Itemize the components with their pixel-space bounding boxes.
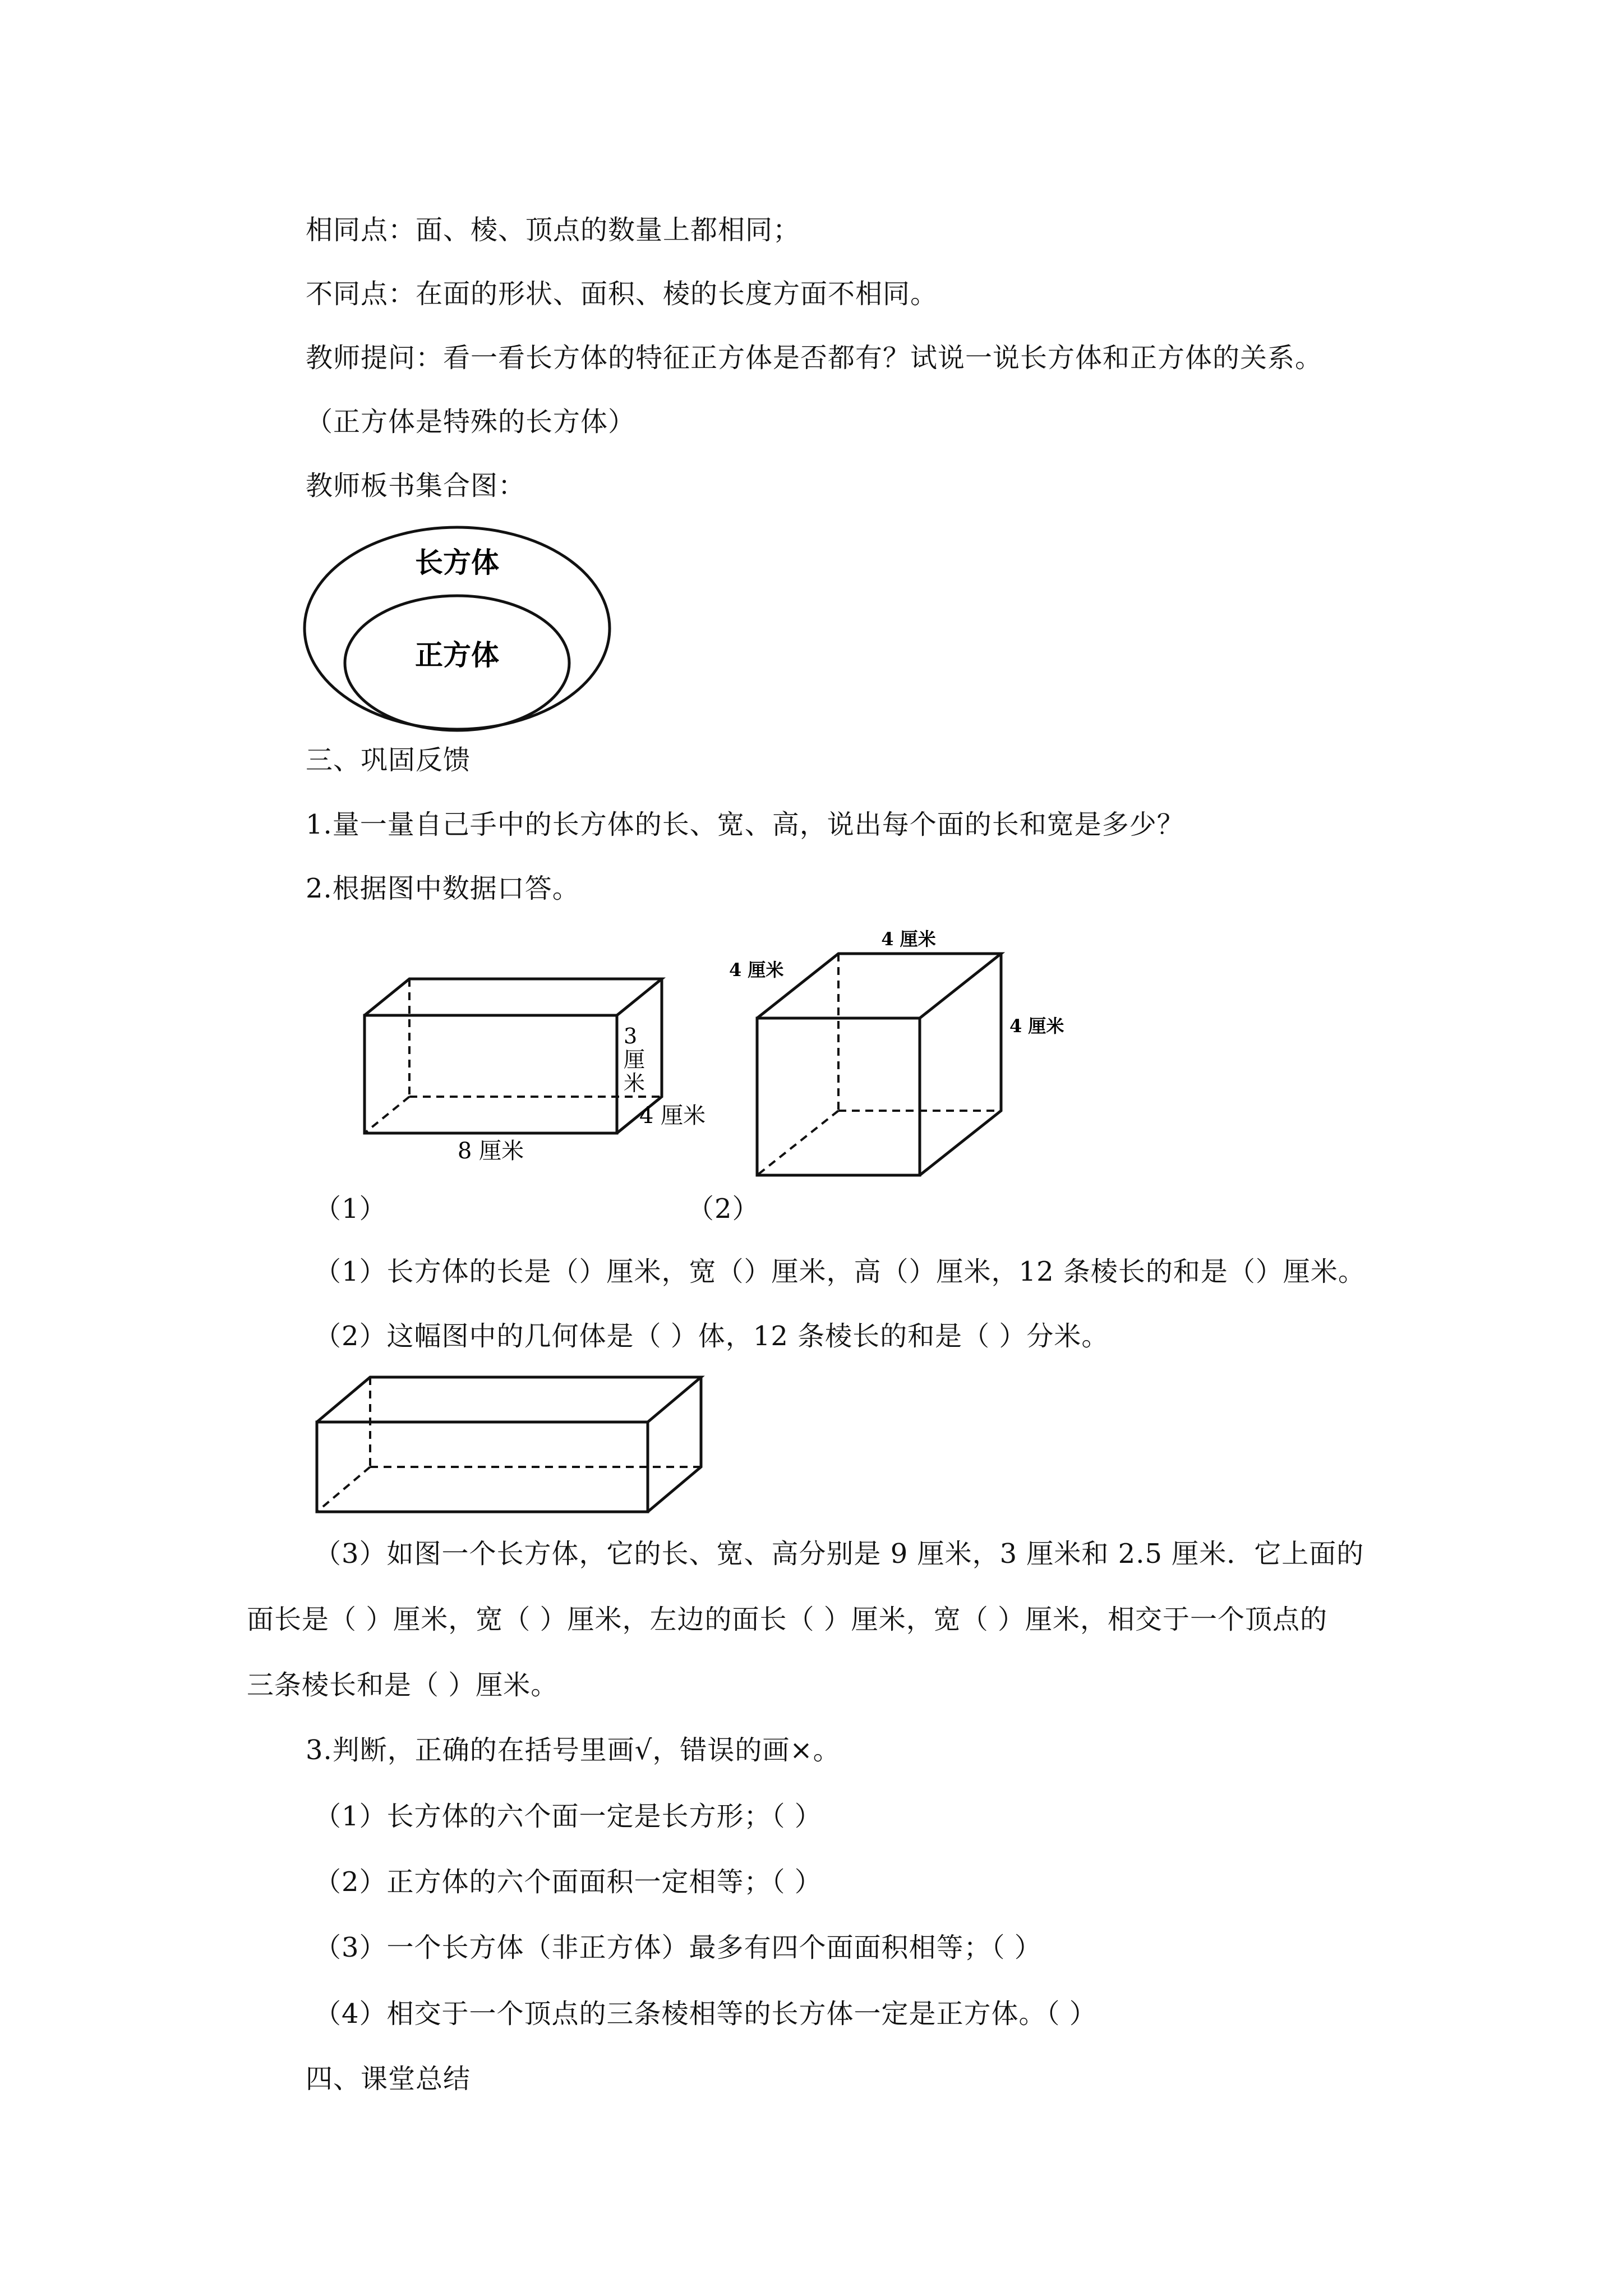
text-teacher-question: 教师提问：看一看长方体的特征正方体是否都有？试说一说长方体和正方体的关系。 xyxy=(306,342,1323,374)
question-2: 2.根据图中数据口答。 xyxy=(306,873,580,904)
venn-diagram xyxy=(297,516,617,740)
question-3: 3.判断，正确的在括号里画√，错误的画×。 xyxy=(306,1734,841,1766)
figure-1-caption: （1） xyxy=(314,1193,387,1225)
text-board-title: 教师板书集合图： xyxy=(306,470,526,501)
question-2-3-line-2: 面长是（ ）厘米，宽（ ）厘米，左边的面长（ ）厘米，宽（ ）厘米，相交于一个顶点的 xyxy=(247,1604,1328,1635)
venn-inner-label: 正方体 xyxy=(415,638,499,671)
fig2-right-label: 4 厘米 xyxy=(1009,1015,1064,1037)
figure-1-cuboid xyxy=(348,965,729,1178)
fig2-left-label: 4 厘米 xyxy=(729,959,784,981)
question-1: 1.量一量自己手中的长方体的长、宽、高，说出每个面的长和宽是多少？ xyxy=(306,809,1184,840)
question-3-4: （4）相交于一个顶点的三条棱相等的长方体一定是正方体。（ ） xyxy=(314,1998,1097,2030)
figure-3-cuboid xyxy=(311,1369,715,1520)
question-3-1: （1）长方体的六个面一定是长方形；（ ） xyxy=(314,1801,822,1832)
fig1-height-label-3: 米 xyxy=(624,1071,645,1096)
figure-2-cube xyxy=(718,920,1077,1178)
question-2-2: （2）这幅图中的几何体是（ ）体，12 条棱长的和是（ ）分米。 xyxy=(314,1320,1109,1352)
text-different-points: 不同点：在面的形状、面积、棱的长度方面不相同。 xyxy=(306,278,938,310)
text-answer: （正方体是特殊的长方体） xyxy=(306,406,636,438)
section-3-heading: 三、巩固反馈 xyxy=(306,744,471,776)
fig1-width-label: 4 厘米 xyxy=(639,1103,706,1129)
fig1-height-label-1: 3 xyxy=(624,1024,638,1048)
figure-2-caption: （2） xyxy=(687,1193,760,1225)
question-2-3-line-1: （3）如图一个长方体，它的长、宽、高分别是 9 厘米，3 厘米和 2.5 厘米．它上面的 xyxy=(314,1538,1364,1570)
section-4-heading: 四、课堂总结 xyxy=(306,2063,471,2095)
fig1-length-label: 8 厘米 xyxy=(457,1138,524,1164)
fig1-height-label-2: 厘 xyxy=(624,1047,645,1072)
venn-outer-label: 长方体 xyxy=(415,546,499,579)
question-2-3-line-3: 三条棱长和是（ ）厘米。 xyxy=(247,1669,559,1701)
question-3-3: （3）一个长方体（非正方体）最多有四个面面积相等；（ ） xyxy=(314,1932,1042,1963)
question-2-1: （1）长方体的长是（）厘米，宽（）厘米，高（）厘米，12 条棱长的和是（）厘米。 xyxy=(314,1256,1366,1287)
question-3-2: （2）正方体的六个面面积一定相等；（ ） xyxy=(314,1866,822,1898)
fig2-top-label: 4 厘米 xyxy=(881,928,936,950)
text-same-points: 相同点：面、棱、顶点的数量上都相同； xyxy=(306,214,801,246)
